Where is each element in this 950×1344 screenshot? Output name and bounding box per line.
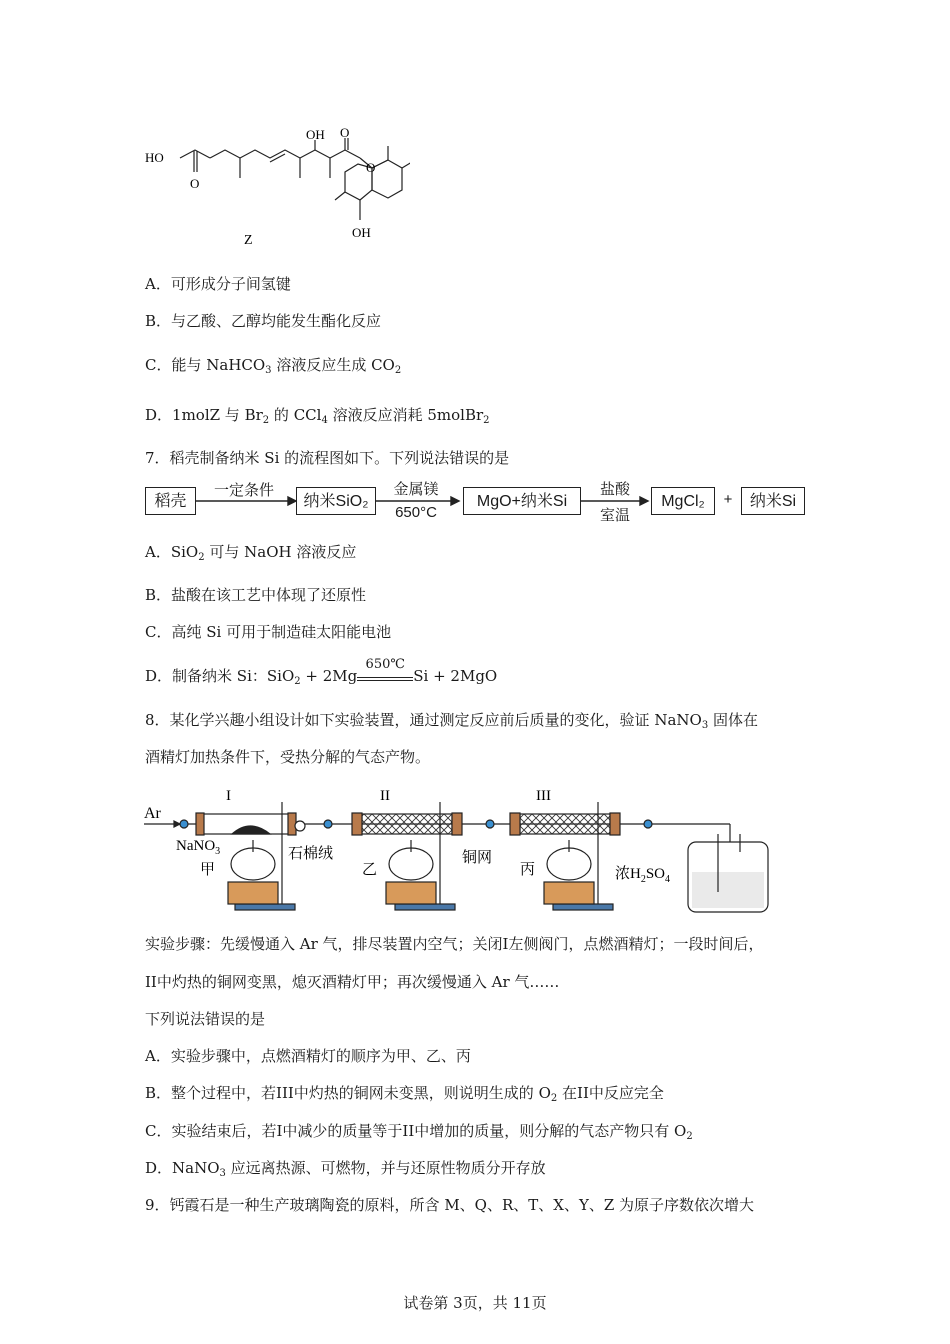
ho-label: HO xyxy=(145,150,164,165)
q7-stem: 7．稻壳制备纳米 Si 的流程图如下。下列说法错误的是 xyxy=(145,449,510,467)
q6-option-a: A．可形成分子间氢键 xyxy=(145,275,291,293)
q8-stem-line2: 酒精灯加热条件下，受热分解的气态产物。 xyxy=(145,748,431,766)
q8-stem-line1: 8．某化学兴趣小组设计如下实验装置，通过测定反应前后质量的变化，验证 NaNO$_3$ 固体在 xyxy=(145,711,758,731)
o-label-acid: O xyxy=(190,176,200,191)
q7-option-a: A．SiO$_2$ 可与 NaOH 溶液反应 xyxy=(145,543,357,563)
flow-arrow3-top-label: 盐酸 xyxy=(599,481,630,498)
conc-h2so4-label: 浓$H_2SO_4$ xyxy=(615,866,671,885)
q8-steps-line1: 实验步骤：先缓慢通入 Ar 气，排尽装置内空气；关闭I左侧阀门，点燃酒精灯；一段时间后， xyxy=(145,935,764,953)
oh-label-top: OH xyxy=(306,127,325,142)
q8-option-d: D．NaNO$_3$ 应远离热源、可燃物，并与还原性物质分开存放 xyxy=(145,1159,546,1179)
burner-yi-label: 乙 xyxy=(362,862,378,878)
q8-steps-line2: II中灼热的铜网变黑，熄灭酒精灯甲；再次缓慢通入 Ar 气…… xyxy=(145,973,560,991)
q6-option-c: C．能与 NaHCO$_3$ 溶液反应生成 $CO_2$ xyxy=(145,356,402,376)
nano3-label: NaNO$_3$ xyxy=(176,838,221,857)
flow-arrow2-bottom-label: 650°C xyxy=(395,504,437,521)
q7-option-c: C．高纯 Si 可用于制造硅太阳能电池 xyxy=(145,623,392,641)
molecule-label: Z xyxy=(244,233,253,248)
reaction-condition: 650℃ xyxy=(365,657,405,672)
flow-arrow2-top-label: 金属镁 xyxy=(393,481,439,498)
flow-box-nano-si: 纳米Si xyxy=(741,487,805,515)
flow-arrow1-label: 一定条件 xyxy=(213,482,274,499)
ar-label: Ar xyxy=(144,805,161,822)
flow-box-mgo-si: MgO+纳米Si xyxy=(463,487,581,515)
asbestos-label: 石棉绒 xyxy=(288,846,334,862)
oh-label-bottom: OH xyxy=(352,225,371,240)
flow-box-rice-husk: 稻壳 xyxy=(145,487,196,515)
burner-jia-label: 甲 xyxy=(200,862,216,878)
flow-plus: + xyxy=(723,491,733,508)
q8-option-c: C．实验结束后，若I中减少的质量等于II中增加的质量，则分解的气态产物只有 $O_2$ xyxy=(145,1122,693,1142)
o-label-ester: O xyxy=(366,160,376,175)
q6-option-b: B．与乙酸、乙醇均能发生酯化反应 xyxy=(145,312,382,330)
tube-ii-label: II xyxy=(380,788,390,804)
tube-i-label: I xyxy=(226,788,231,804)
burner-bing-label: 丙 xyxy=(520,862,536,878)
q6-option-d: D．1molZ 与 $Br_2$ 的 CCl$_4$ 溶液反应消耗 5molBr$_2$ xyxy=(145,406,490,426)
q7-option-d: D．制备纳米 Si：SiO$_2$ + 2Mg 650℃ Si + 2MgO xyxy=(145,657,498,687)
q9-stem: 9．钙霞石是一种生产玻璃陶瓷的原料，所含 M、Q、R、T、X、Y、Z 为原子序数依次增大 xyxy=(145,1196,755,1214)
tube-iii-label: III xyxy=(536,788,551,804)
flow-arrow3-bottom-label: 室温 xyxy=(599,507,630,524)
q8-option-a: A．实验步骤中，点燃酒精灯的顺序为甲、乙、丙 xyxy=(145,1047,471,1065)
molecule-z-structure xyxy=(140,120,410,260)
copper-mesh-label: 铜网 xyxy=(462,850,493,866)
o-label-ester-carbonyl: O xyxy=(340,125,350,140)
page-footer: 试卷第 3页，共 11页 xyxy=(403,1294,547,1312)
flow-box-nano-sio2: 纳米SiO₂ xyxy=(296,487,376,515)
q8-prompt: 下列说法错误的是 xyxy=(145,1010,266,1028)
flow-box-mgcl2: MgCl₂ xyxy=(651,487,715,515)
apparatus-diagram xyxy=(140,782,800,918)
q8-option-b: B．整个过程中，若III中灼热的铜网未变黑，则说明生成的 $O_2$ 在II中反应完全 xyxy=(145,1084,664,1104)
q7-option-b: B．盐酸在该工艺中体现了还原性 xyxy=(145,586,367,604)
